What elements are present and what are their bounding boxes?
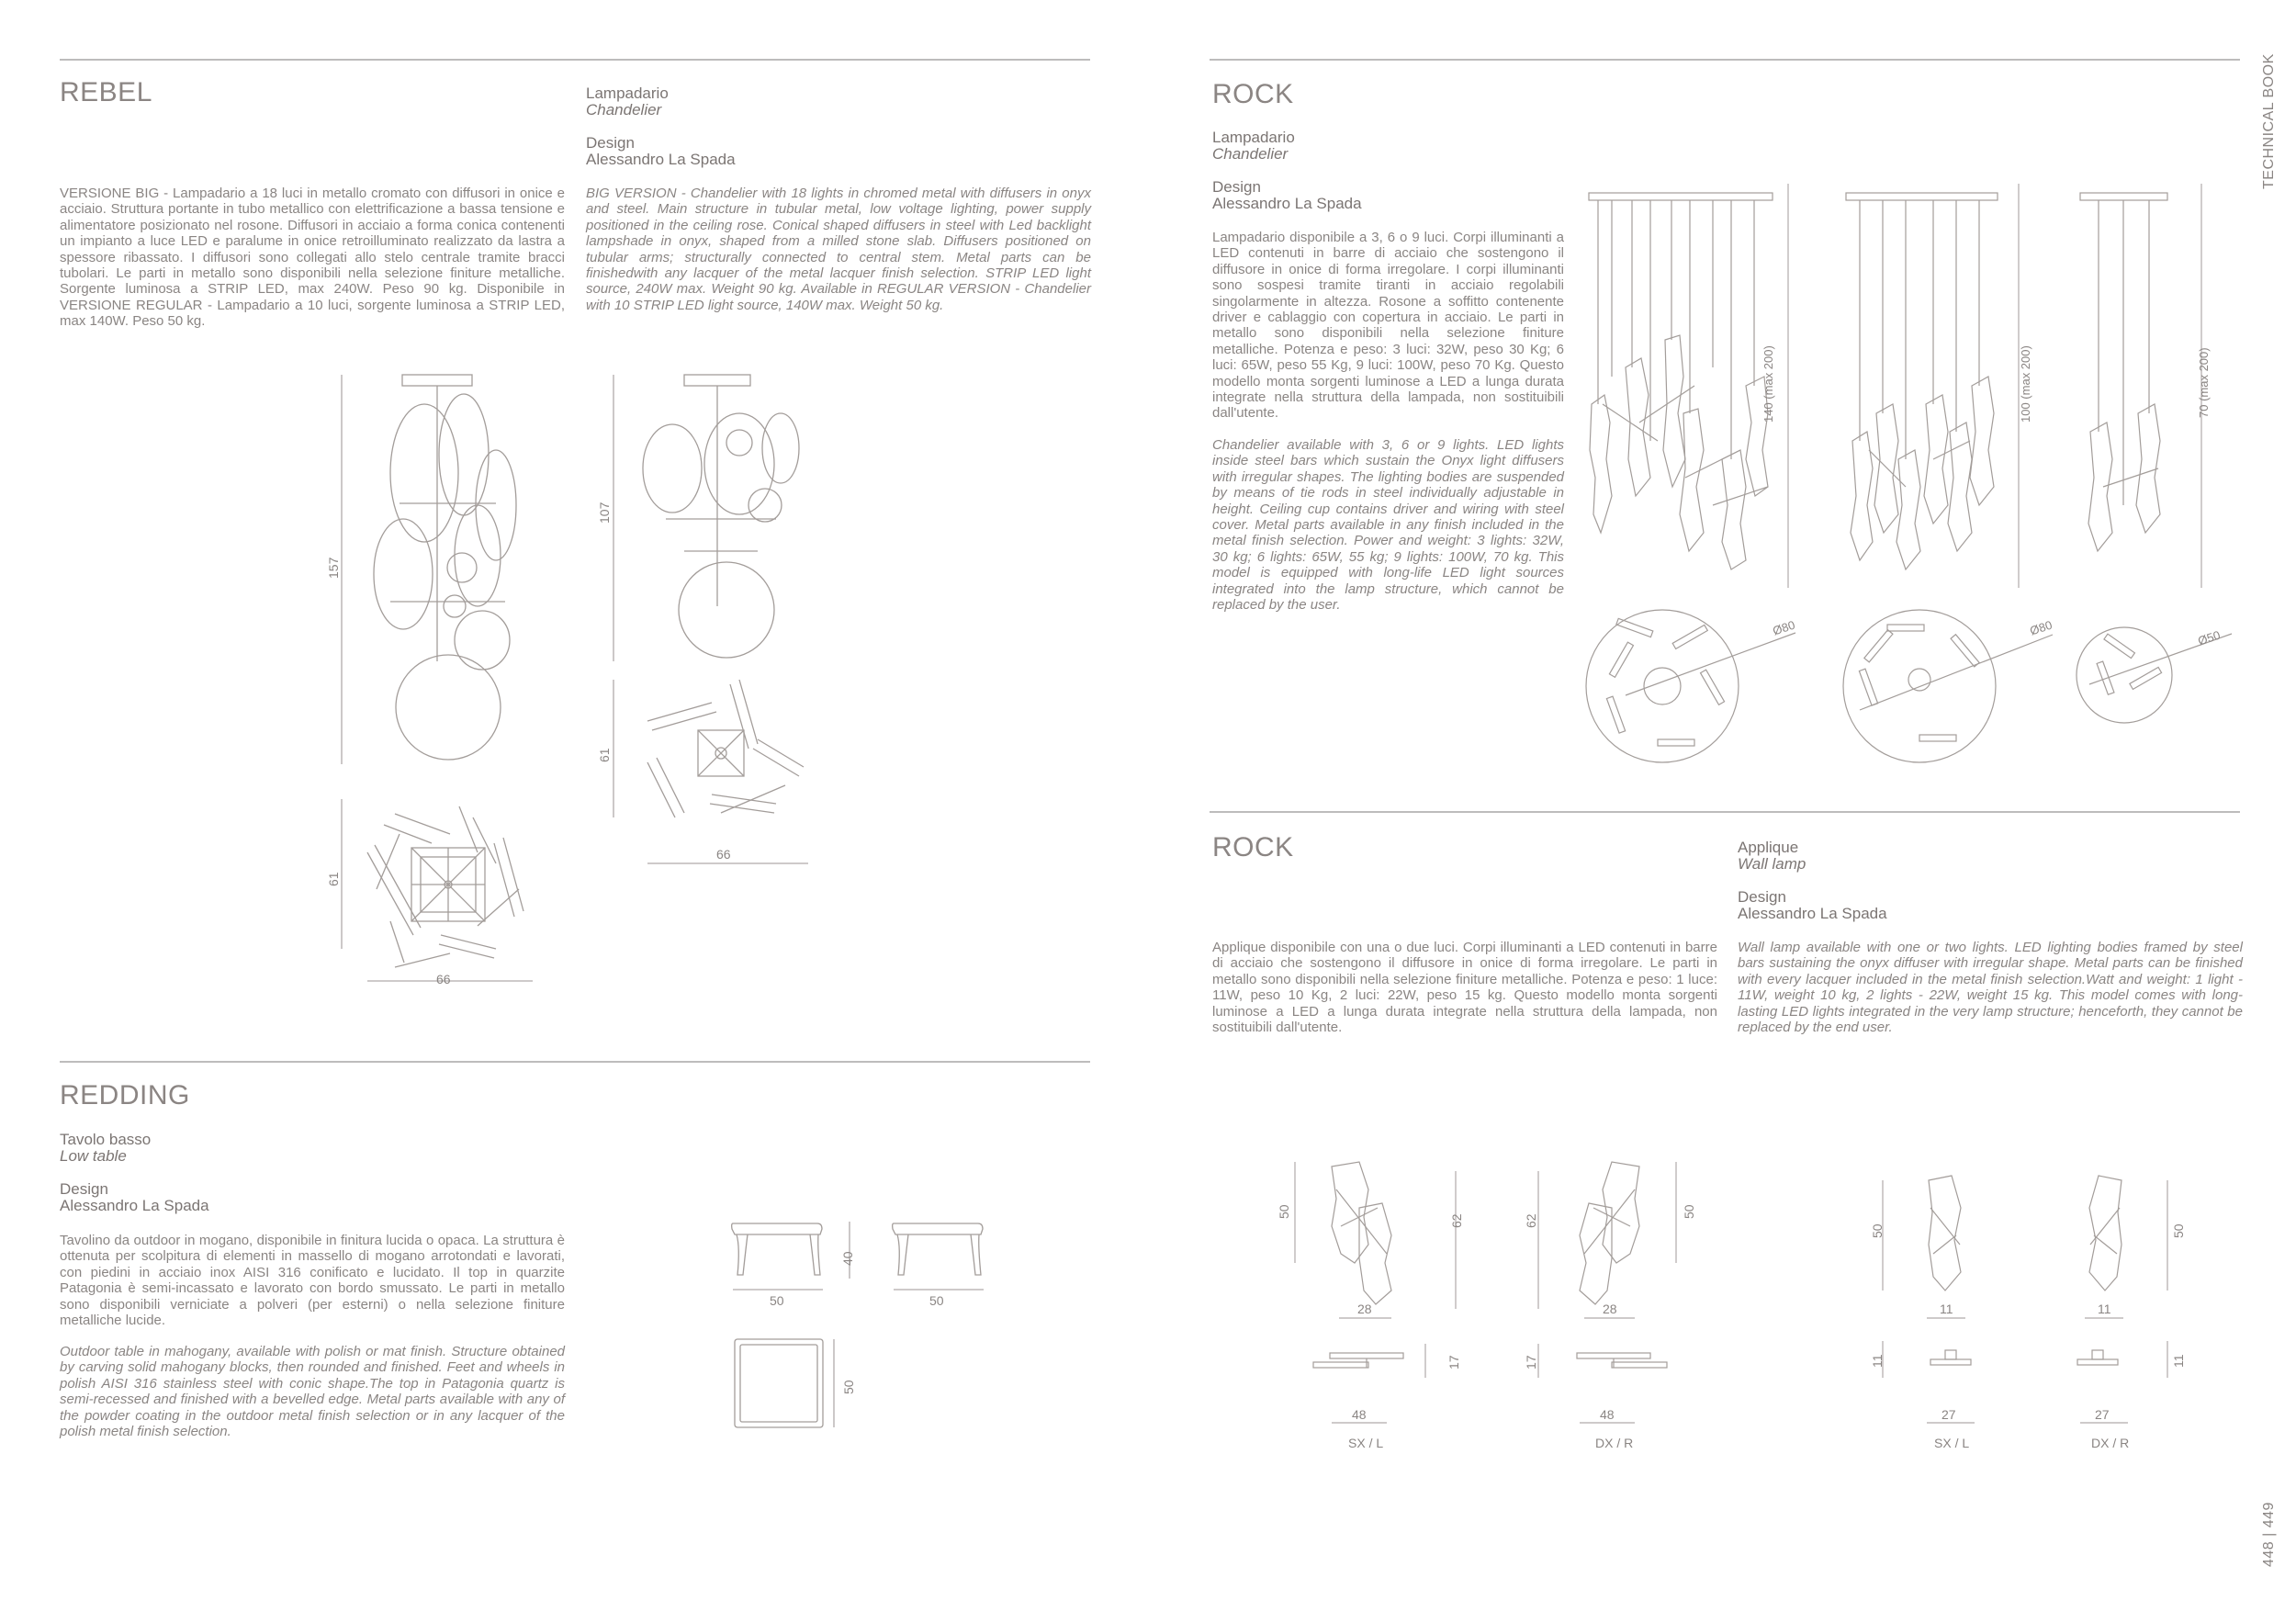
- rock-wall-dx-r-2-width: 28: [1603, 1302, 1617, 1316]
- rebel-designer: Alessandro La Spada: [586, 151, 736, 168]
- redding-product-info: [60, 1132, 209, 1214]
- rebel-product-info: [586, 85, 736, 168]
- rock-6-light-diameter-dim: Ø80: [2028, 617, 2054, 638]
- rebel-title: REBEL: [60, 77, 152, 107]
- redding-type-it: Tavolo basso: [60, 1131, 152, 1148]
- rock-3-light-diameter-dim: Ø50: [2196, 627, 2223, 648]
- rock-wall-sx-l-1-drawing: [1864, 1153, 2020, 1428]
- rock-wall-variant-dx-r-1: [2030, 1153, 2186, 1456]
- rebel-big-width-dim: 66: [436, 972, 451, 986]
- rebel-type-en: Chandelier: [586, 101, 662, 118]
- rock-chandelier-design-label: Design: [1212, 178, 1261, 196]
- rock-wall-design-label: Design: [1738, 888, 1786, 906]
- rebel-big-elevation-drawing: [326, 367, 546, 781]
- redding-front-width-dim: 50: [770, 1293, 784, 1308]
- rock-wall-sx-l-1-depth: 11: [1870, 1354, 1885, 1368]
- rock-wall-variant-dx-r-2: [1520, 1153, 1731, 1456]
- rock-9-light-diameter-dim: Ø80: [1771, 617, 1797, 638]
- technical-book-label: TECHNICAL BOOK: [2261, 53, 2277, 189]
- rebel-regular-plan-drawing: [611, 675, 822, 868]
- rock-chandelier-type-en: Chandelier: [1212, 145, 1289, 163]
- rock-wall-sx-l-1-width: 11: [1940, 1302, 1953, 1316]
- rock-wall-dx-r-1-drawing: [2030, 1153, 2186, 1428]
- rock-chandelier-top-rule: [1210, 59, 2240, 61]
- rock-wall-designer: Alessandro La Spada: [1738, 905, 1887, 922]
- rebel-regular-elevation-drawing: [611, 367, 822, 671]
- rock-wall-sx-l-2-width2: 48: [1352, 1407, 1367, 1422]
- rock-wall-dx-r-2-width2: 48: [1600, 1407, 1615, 1422]
- rock-wall-sx-l-2-depth: 17: [1446, 1355, 1461, 1369]
- rock-chandelier-description-en: Chandelier available with 3, 6 or 9 lights. LED lights inside steel bars which sustain the Onyx light diffusers with irregular shapes. The lighting bodies are suspended by means of tie rods in steel individually adjustable in height. Ceiling cup contains driver and wiring with steel cover. Metal parts available in any finish included in the metal finish selection. Power and weight: 3 lights: 32W, 30 kg; 6 lights: 65W, 55 kg; 9 lights: 100W, 70 kg. This model is equipped with long-life LED light sources integrated into the lamp structure, which cannot be replaced by the user.: [1212, 437, 1564, 614]
- rock-wall-sx-l-2-width: 28: [1357, 1302, 1372, 1316]
- rebel-description-it: VERSIONE BIG - Lampadario a 18 luci in metallo cromato con diffusori in onice e acciaio. Struttura portante in tubo metallico con elettrificazione a bassa tensione e alimentatore posizionato nel rosone. Diffusori in acciaio a forma conica contenenti un impianto a luce LED e paralume in onice retroilluminato realizzato da lastra a spessore ribassato. I diffusori sono collegati allo stelo centrale tramite bracci tubolari. Le parti in metallo sono disponibili nella selezione finiture metalliche. Sorgente luminosa a STRIP LED, max 240W. Peso 90 kg. Disponibile in VERSIONE REGULAR - Lampadario a 10 luci, sorgente luminosa a STRIP LED, max 140W. Peso 50 kg.: [60, 186, 565, 330]
- rebel-type-it: Lampadario: [586, 85, 669, 102]
- page-numbers: 448 | 449: [2261, 1502, 2277, 1567]
- redding-description-it: Tavolino da outdoor in mogano, disponibile in finitura lucida o opaca. La struttura è ottenuta per scolpitura di elementi in massello di mogano arrotondati e lavorati, con piedini in acciaio inox AISI 316 conificato e lucidato. Il top in quarzite Patagonia è semi-incassato e lavorato con bordo smussato. Le parti in metallo sono disponibili verniciate a polveri (per esterni) o nella selezione finiture metalliche lucide.: [60, 1233, 565, 1329]
- rock-wall-product-info: [1738, 840, 1887, 922]
- redding-designer: Alessandro La Spada: [60, 1197, 209, 1214]
- rock-chandelier-title: ROCK: [1212, 79, 1294, 109]
- rock-3-light-height-dim: 70 (max 200): [2197, 347, 2211, 418]
- rock-wall-sx-l-2-h2: 62: [1449, 1213, 1464, 1228]
- rock-wall-description-it: Applique disponibile con una o due luci. Corpi illuminanti a LED contenuti in barre di acciaio che sostengono il diffusore in onice di forma irregolare. Le parti in metallo sono disponibili nella selezione finiture metalliche. Potenza e peso: 1 luce: 11W, peso 10 Kg, 2 luci: 22W, peso 15 kg. Questo modello monta sorgenti luminose a LED a lunga durata integrate nella struttura della lampada, non sostituibili dall'utente.: [1212, 940, 1717, 1036]
- rock-wall-dx-r-1-label: DX / R: [2091, 1436, 2130, 1450]
- rock-wall-description-en: Wall lamp available with one or two lights. LED lighting bodies framed by steel bars sustaining the onyx diffuser with irregular shape. Metal parts can be finished with every lacquer included in the metal finish selection.Watt and weight: 1 light - 11W, weight 10 kg, 2 lights - 22W, weight 15 kg. This model comes with long-lasting LED lights integrated in the very lamp structure; henceforth, they cannot be replaced by the end user.: [1738, 940, 2243, 1036]
- rebel-regular-height-dim: 107: [597, 502, 612, 524]
- redding-design-label: Design: [60, 1180, 108, 1198]
- rock-wall-dx-r-2-label: DX / R: [1595, 1436, 1634, 1450]
- rebel-design-label: Design: [586, 134, 635, 152]
- redding-top-rule: [60, 1061, 1090, 1063]
- redding-top-depth-dim: 50: [841, 1380, 856, 1394]
- rock-wall-variant-sx-l-2: [1277, 1153, 1488, 1456]
- rock-wall-dx-r-2-drawing: [1520, 1153, 1731, 1428]
- rock-wall-dx-r-1-width2: 27: [2095, 1407, 2110, 1422]
- rock-chandelier-description-it: Lampadario disponibile a 3, 6 o 9 luci. Corpi illuminanti a LED contenuti in barre di acciaio che sostengono il diffusore in onice di forma irregolare. I corpi illuminanti sono sospesi tramite tiranti in acciaio regolabili singolarmente in altezza. Rosone a soffitto contenente driver e cablaggio con copertura in acciaio. Le parti in metallo sono disponibili nella selezione finiture metalliche. Potenza e peso: 3 luci: 32W, peso 30 Kg; 6 luci: 65W, peso 55 Kg, 9 luci: 100W, peso 70 Kg. Questo modello monta sorgenti luminose a LED a lunga durata integrate nella struttura della lampada, non sostituibili dall'utente.: [1212, 230, 1564, 422]
- rock-wall-sx-l-2-h1: 50: [1277, 1204, 1291, 1219]
- rock-chandelier-product-info: [1212, 130, 1362, 212]
- rock-wall-dx-r-2-h1: 62: [1524, 1213, 1538, 1228]
- rock-wall-sx-l-2-drawing: [1277, 1153, 1488, 1428]
- rock-chandelier-designer: Alessandro La Spada: [1212, 195, 1362, 212]
- rebel-big-height-dim: 157: [326, 557, 341, 579]
- rock-wall-dx-r-1-depth: 11: [2171, 1354, 2186, 1368]
- rebel-description-en: BIG VERSION - Chandelier with 18 lights in chromed metal with diffusers in onyx and steel. Main structure in tubular metal, low voltage lighting, power supply positioned in the ceiling rose. Conical shaped diffusers in steel with Led backlight lampshade in onyx, shaped from a milled stone slab. Diffusers positioned on tubular arms; structurally connected to central stem. Metal parts can be finishedwith any lacquer of the metal lacquer finish selection. STRIP LED light source, 240W max. Weight 90 kg. Available in REGULAR VERSION - Chandelier with 10 STRIP LED light source, 140W max. Weight 50 kg.: [586, 186, 1091, 313]
- rebel-regular-plan-depth-dim: 61: [597, 748, 612, 762]
- rock-wall-dx-r-1-width: 11: [2098, 1302, 2111, 1316]
- redding-height-dim: 40: [840, 1251, 855, 1266]
- redding-table-drawings: [726, 1212, 992, 1433]
- rock-wall-sx-l-1-width2: 27: [1941, 1407, 1956, 1422]
- rock-wall-top-rule: [1210, 811, 2240, 813]
- rock-wall-sx-l-2-label: SX / L: [1348, 1436, 1384, 1450]
- rebel-top-rule: [60, 59, 1090, 61]
- rock-wall-sx-l-1-h1: 50: [1870, 1223, 1885, 1238]
- rock-6-light-height-dim: 100 (max 200): [2019, 345, 2032, 423]
- rock-wall-dx-r-1-h1: 50: [2171, 1223, 2186, 1238]
- redding-side-width-dim: 50: [929, 1293, 944, 1308]
- rock-wall-sx-l-1-label: SX / L: [1934, 1436, 1970, 1450]
- redding-title: REDDING: [60, 1080, 190, 1110]
- rock-wall-type-it: Applique: [1738, 839, 1799, 856]
- rebel-big-plan-depth-dim: 61: [326, 872, 341, 886]
- rock-wall-title: ROCK: [1212, 832, 1294, 862]
- rock-9-light-height-dim: 140 (max 200): [1761, 345, 1775, 423]
- rock-wall-type-en: Wall lamp: [1738, 855, 1806, 873]
- rock-wall-dx-r-2-depth: 17: [1524, 1355, 1538, 1369]
- rock-chandelier-type-it: Lampadario: [1212, 129, 1295, 146]
- rock-9-light-plan-drawing: [1584, 611, 1795, 767]
- rebel-big-plan-drawing: [340, 797, 542, 995]
- rock-wall-dx-r-2-h2: 50: [1682, 1204, 1696, 1219]
- redding-description-en: Outdoor table in mahogany, available with polish or mat finish. Structure obtained by carving solid mahogany blocks, then rounded and finished. Feet and wheels in polish AISI 316 stainless steel with conic shape.The top in Patagonia quartz is semi-recessed and finished with a bevelled edge. Metal parts available with any of the powder coating in the outdoor metal finish selection or in any lacquer of the polish metal finish selection.: [60, 1344, 565, 1440]
- rock-6-light-plan-drawing: [1841, 611, 2053, 767]
- rebel-regular-width-dim: 66: [716, 847, 731, 862]
- redding-type-en: Low table: [60, 1147, 127, 1165]
- rock-wall-variant-sx-l-1: [1864, 1153, 2020, 1456]
